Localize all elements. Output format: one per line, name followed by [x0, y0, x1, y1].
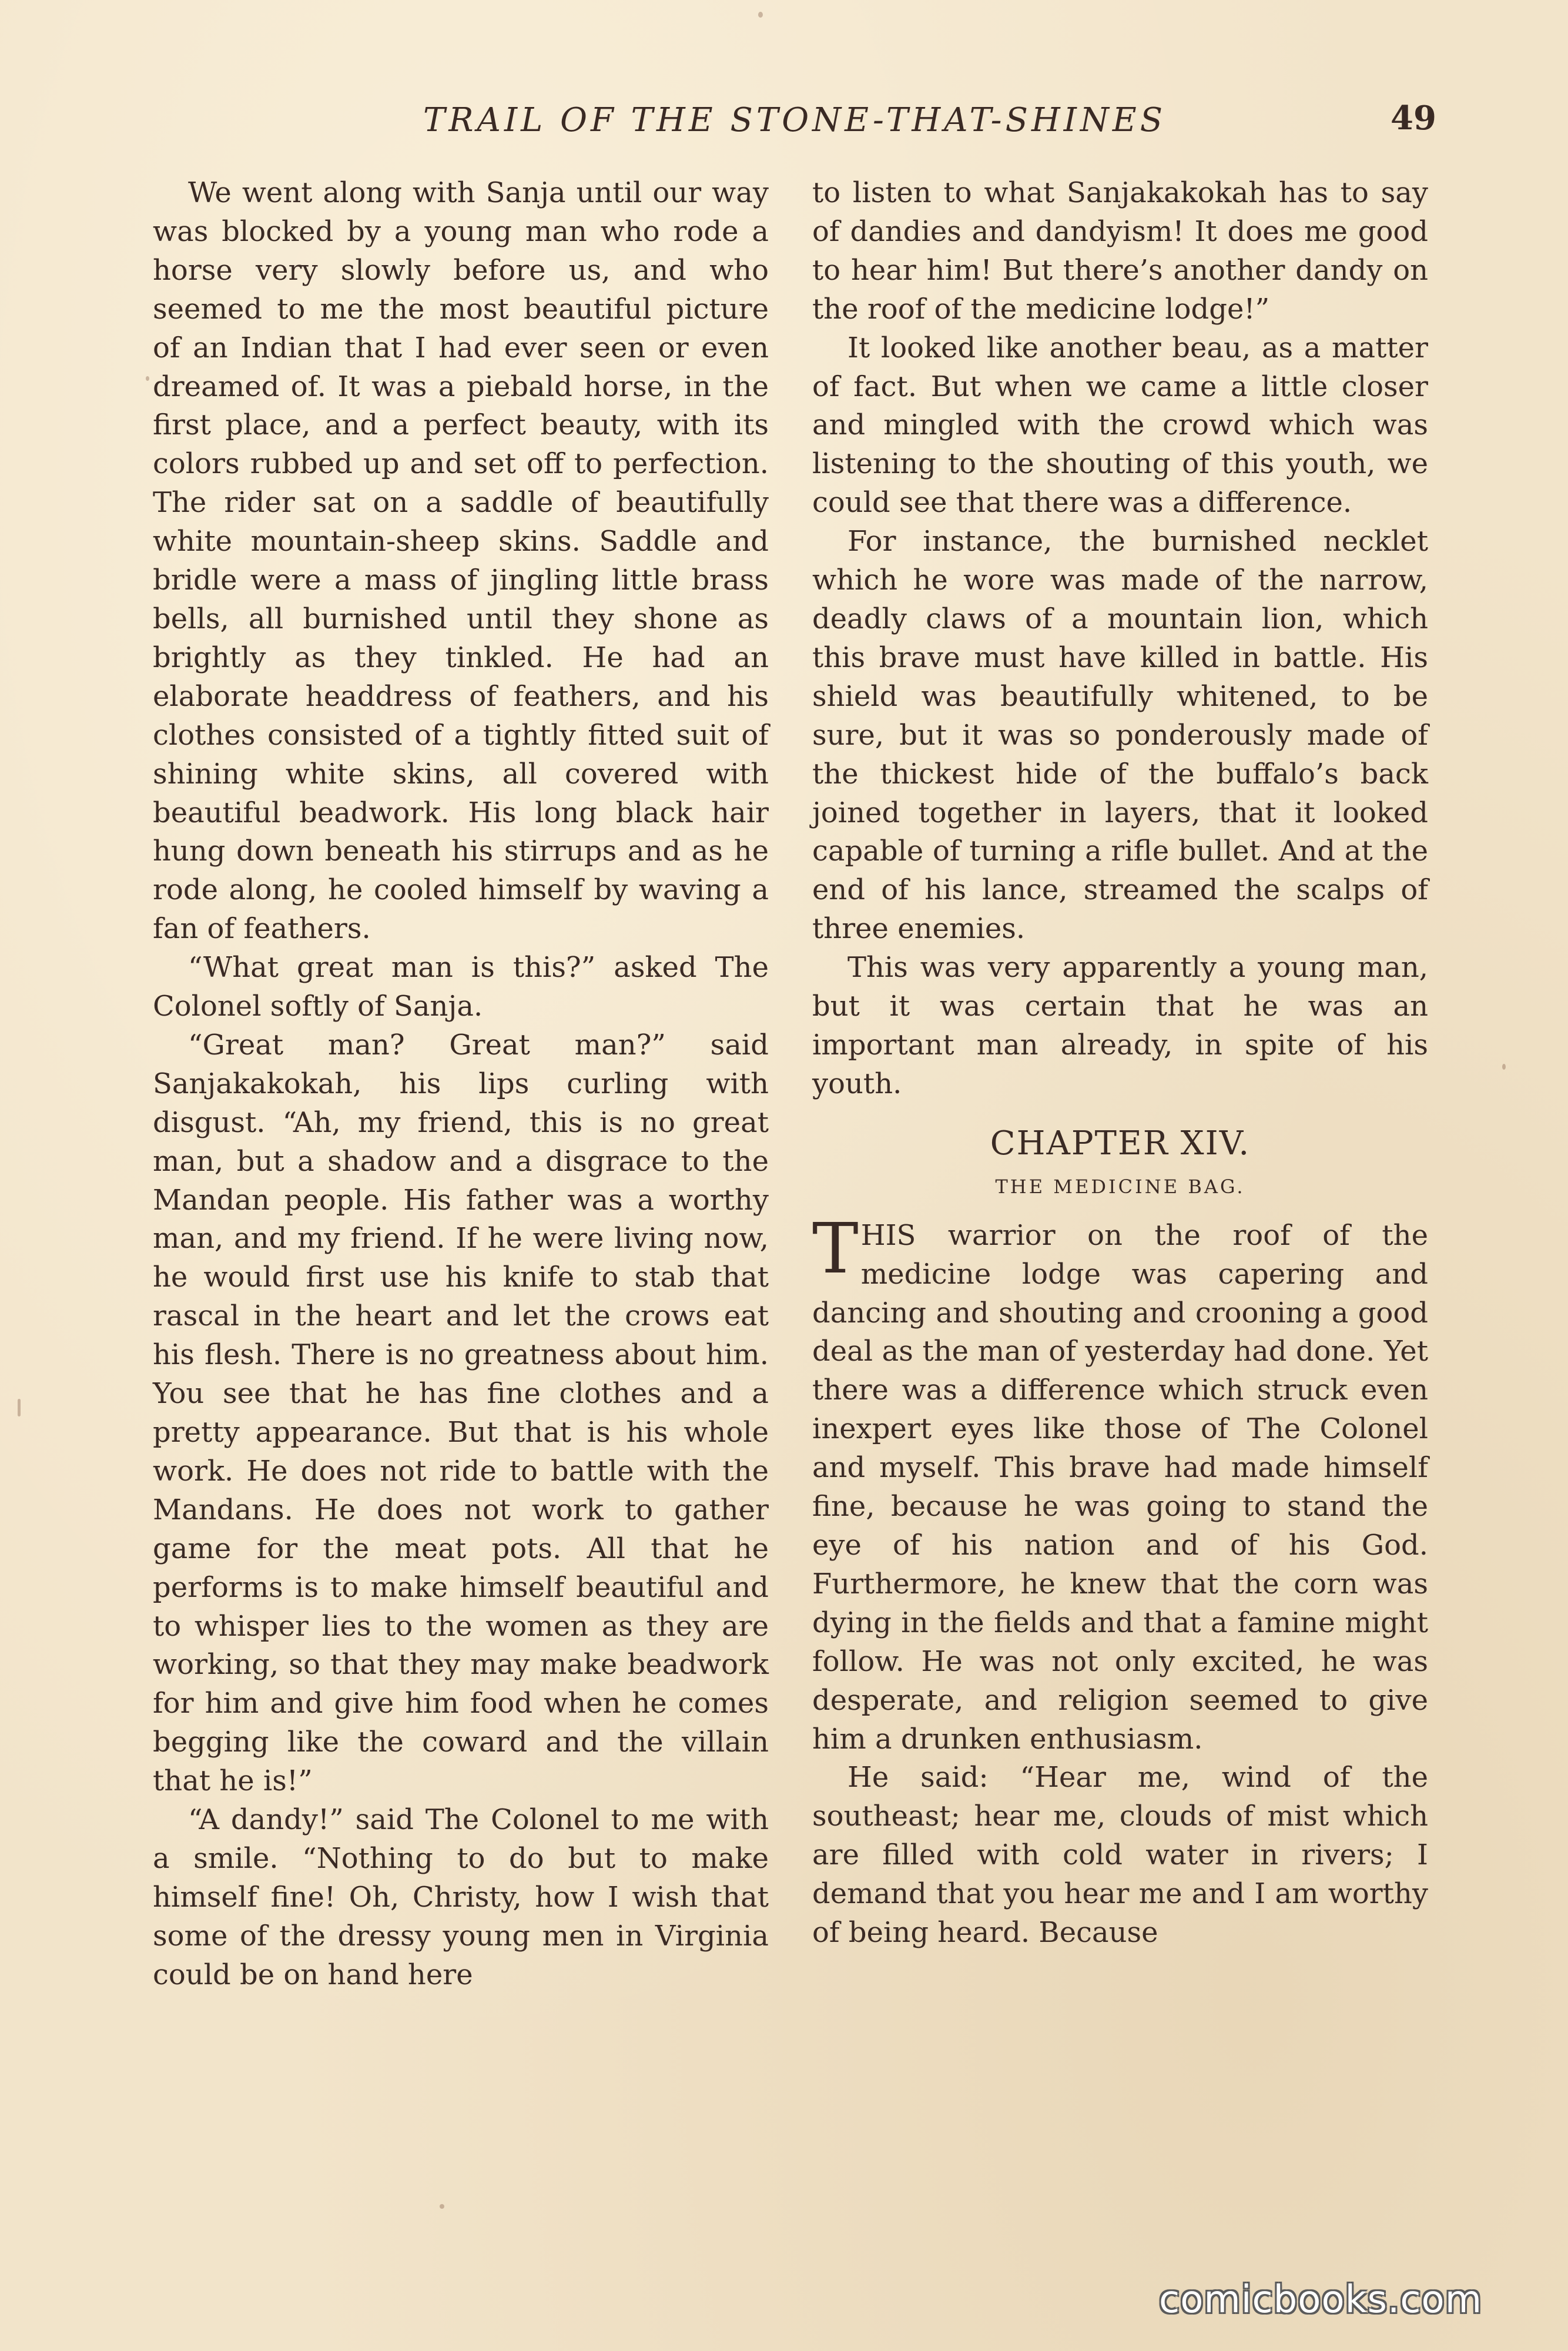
paragraph: For instance, the burnished necklet which he wore was made of the narrow, deadly claws of a mountain lion, which this brave must have killed in battle. His shield was beautifully whitened, to be sure, but it was so ponderously made of the thickest hide of the buffalo’s back joined together in layers, that it looked capable of turning a rifle bullet. And at the end of his lance, streamed the scalps of three enemies.: [812, 525, 1428, 946]
opening-text: HIS warrior on the roof of the medicine lodge was capering and dancing and shouting and crooning a good deal as the man of yesterday had done. Yet there was a difference which struck even inexpert eyes like those of The Colonel and myself. This brave had made himself fine, because he was going to stand the eye of his nation and of his God. Furthermore, he knew that the corn was dying in the fields and that a famine might follow. He was not only excited, he was desperate, and religion seemed to give him a drunken enthusiasm.: [812, 1218, 1428, 1756]
right-column: [812, 174, 1428, 1953]
paper-speck: [758, 12, 763, 18]
paragraph: We went along with Sanja until our way was blocked by a young man who rode a horse very slowly before us, and who seemed to me the most beautiful picture of an Indian that I had ever seen or even dreamed of. It was a piebald horse, in the first place, and a perfect beauty, with its colors rubbed up and set off to perfection. The rider sat on a saddle of beautifully white mountain-sheep skins. Saddle and bridle were a mass of jingling little brass bells, all burnished until they shone as brightly as they tinkled. He had an elaborate headdress of feathers, and his clothes consisted of a tightly fitted suit of shining white skins, all covered with beautiful beadwork. His long black hair hung down beneath his stirrups and as he rode along, he cooled himself by waving a fan of feathers.: [153, 176, 769, 946]
paragraph: He said: “Hear me, wind of the southeast; hear me, clouds of mist which are filled with cold water in rivers; I demand that you hear me and I am worthy of being heard. Because: [812, 1761, 1428, 1950]
paragraph: “Great man? Great man?” said Sanjakakokah, his lips curling with disgust. “Ah, my friend, this is no great man, but a shadow and a disgrace to the Mandan people. His father was a worthy man, and my friend. If he were living now, he would first use his knife to stab that rascal in the heart and let the crows eat his flesh. There is no greatness about him. You see that he has fine clothes and a pretty appearance. But that is his whole work. He does not ride to battle with the Mandans. He does not work to gather game for the meat pots. All that he performs is to make himself beautiful and to whisper lies to the women as they are working, so that they may make beadwork for him and give him food when he comes begging like the coward and the villain that he is!”: [153, 1028, 769, 1798]
paper-speck: [1502, 1064, 1506, 1070]
page-number: 49: [1391, 99, 1436, 138]
watermark-logo: comicbooks.com: [1159, 2278, 1483, 2322]
paper-speck: [18, 1399, 21, 1416]
paragraph: It looked like another beau, as a matter of fact. But when we came a little closer and mingled with the crowd which was listening to the shouting of this youth, we could see that there was a difference.: [812, 331, 1428, 520]
paragraph: “What great man is this?” asked The Colonel softly of Sanja.: [153, 951, 769, 1023]
drop-cap: T: [812, 1207, 859, 1289]
paper-speck: [440, 2204, 444, 2209]
paragraph: to listen to what Sanjakakokah has to say of dandies and dandyism! It does me good to hear him! But there’s another dandy on the roof of the medicine lodge!”: [812, 176, 1428, 326]
chapter-opening-paragraph: [812, 1207, 1428, 1759]
chapter-subtitle: THE MEDICINE BAG.: [995, 1175, 1245, 1198]
paragraph: “A dandy!” said The Colonel to me with a smile. “Nothing to do but to make himself fine! Oh, Christy, how I wish that some of the dressy young men in Virginia could be on hand here: [153, 1803, 769, 1991]
paragraph: This was very apparently a young man, but it was certain that he was an important man already, in spite of his youth.: [812, 951, 1428, 1100]
paper-speck: [146, 376, 149, 381]
left-column: [153, 174, 769, 1995]
chapter-title: CHAPTER XIV.: [990, 1124, 1251, 1163]
running-title: TRAIL OF THE STONE-THAT-SHINES: [423, 101, 1167, 139]
